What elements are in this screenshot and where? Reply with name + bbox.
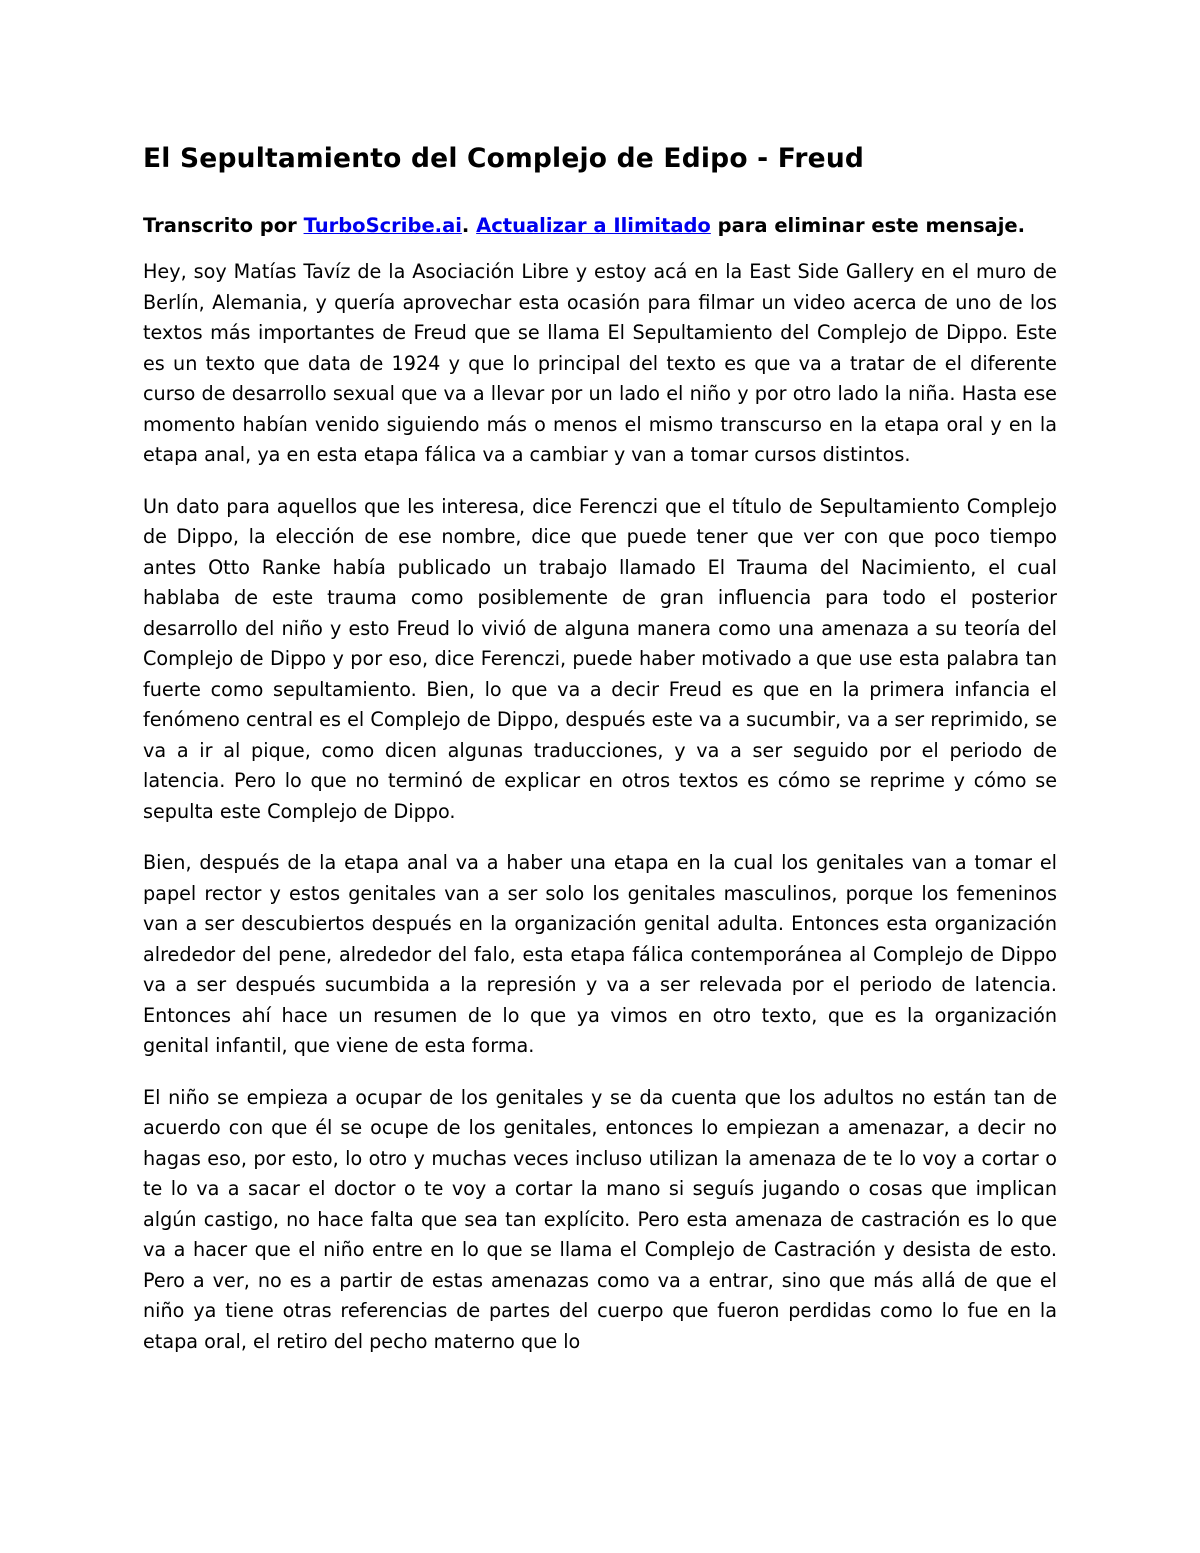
notice-prefix: Transcrito por <box>143 214 304 237</box>
turboscribe-link[interactable]: TurboScribe.ai <box>303 214 462 237</box>
paragraph-4: El niño se empieza a ocupar de los genitales y se da cuenta que los adultos no están tan de acuerdo con que él se ocupe de los genitales, entonces lo empiezan a amenazar, a decir no hagas eso, por esto, lo otro y muchas veces incluso utilizan la amenaza de te lo voy a cortar o te lo va a sacar el doctor o te voy a cortar la mano si seguís jugando o cosas que implican algún castigo, no hace falta que sea tan explícito. Pero esta amenaza de castración es lo que va a hacer que el niño entre en lo que se llama el Complejo de Castración y desista de esto. Pero a ver, no es a partir de estas amenazas como va a entrar, sino que más allá de que el niño ya tiene otras referencias de partes del cuerpo que fueron perdidas como lo fue en la etapa oral, el retiro del pecho materno que lo <box>143 1085 1057 1353</box>
transcription-notice <box>143 212 1057 239</box>
paragraph-2: Un dato para aquellos que les interesa, dice Ferenczi que el título de Sepultamiento Complejo de Dippo, la elección de ese nombre, dice que puede tener que ver con que poco tiempo antes Otto Ranke había publicado un trabajo llamado El Trauma del Nacimiento, el cual hablaba de este trauma como posiblemente de gran influencia para todo el posterior desarrollo del niño y esto Freud lo vivió de alguna manera como una amenaza a su teoría del Complejo de Dippo y por eso, dice Ferenczi, puede haber motivado a que use esta palabra tan fuerte como sepultamiento. Bien, lo que va a decir Freud es que en la primera infancia el fenómeno central es el Complejo de Dippo, después este va a sucumbir, va a ser reprimido, se va a ir al pique, como dicen algunas traducciones, y va a ser seguido por el periodo de latencia. Pero lo que no terminó de explicar en otros textos es cómo se reprime y cómo se sepulta este Complejo de Dippo. <box>143 494 1057 823</box>
notice-separator: . <box>461 214 477 237</box>
paragraph-1: Hey, soy Matías Tavíz de la Asociación Libre y estoy acá en la East Side Gallery en el muro de Berlín, Alemania, y quería aprovechar esta ocasión para filmar un video acerca de uno de los textos más importantes de Freud que se llama El Sepultamiento del Complejo de Dippo. Este es un texto que data de 1924 y que lo principal del texto es que va a tratar de el diferente curso de desarrollo sexual que va a llevar por un lado el niño y por otro lado la niña. Hasta ese momento habían venido siguiendo más o menos el mismo transcurso en la etapa oral y en la etapa anal, ya en esta etapa fálica va a cambiar y van a tomar cursos distintos. <box>143 260 1057 466</box>
notice-suffix: para eliminar este mensaje. <box>710 214 1026 237</box>
document-page <box>143 140 1057 1378</box>
document-title: El Sepultamiento del Complejo de Edipo - Freud <box>143 143 865 174</box>
paragraph-3: Bien, después de la etapa anal va a haber una etapa en la cual los genitales van a tomar el papel rector y estos genitales van a ser solo los genitales masculinos, porque los femeninos van a ser descubiertos después en la organización genital adulta. Entonces esta organización alrededor del pene, alrededor del falo, esta etapa fálica contemporánea al Complejo de Dippo va a ser después sucumbida a la represión y va a ser relevada por el periodo de latencia. Entonces ahí hace un resumen de lo que ya vimos en otro texto, que es la organización genital infantil, que viene de esta forma. <box>143 851 1057 1057</box>
upgrade-unlimited-link[interactable]: Actualizar a Ilimitado <box>476 214 711 237</box>
